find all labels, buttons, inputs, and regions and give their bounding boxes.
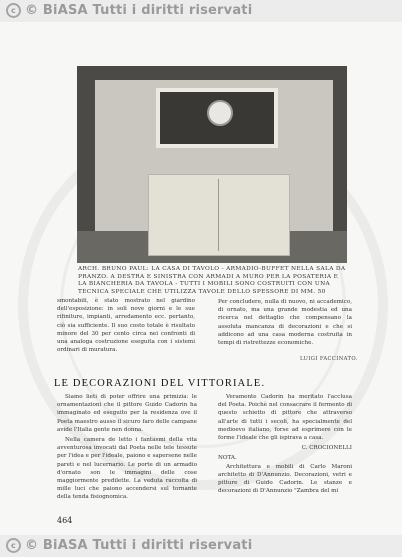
watermark-text: © BiASA Tutti i diritti riservati <box>25 538 253 553</box>
signature-faccinato: LUIGI FACCINATO. <box>300 356 358 362</box>
article-column-b <box>218 298 352 347</box>
watermark-top <box>0 0 402 22</box>
dining-room-photo <box>77 66 347 263</box>
page-number: 464 <box>57 516 73 525</box>
watermark-text: © BiASA Tutti i diritti riservati <box>25 3 253 18</box>
copyright-icon: c <box>6 3 21 18</box>
section-heading: LE DECORAZIONI DEL VITTORIALE. <box>54 378 266 389</box>
photo-caption: ARCH. BRUNO PAUL: LA CASA DI TAVOLO - ARMADIO-BUFFET NELLA SALA DA PRANZO. A DESTRA E SINISTRA CON ARMADI A MURO PER LA POSATERIA E LA BIANCHERIA DA TAVOLA - TUTTI I MOBILI SONO COSTRUITI CON UNA TECNICA SPECIALE CHE UTILIZZA TAVOLE DELLO SPESSORE DI MM. 50 <box>78 266 346 295</box>
paragraph: Nella camera de letto i fantasmi della vita avventurosa invocati dal Poeta nelle tele tessute per l'idea e per l'ideale, paiono e sapersene nelle pareti e nel lucernario. Le porte di un armadio d'ornato son le immagini delle cose maggiormente predilette. La veduta raccolta di mille luci che paiono accendersi sul tornante della tenda fisiognomica. <box>57 437 197 501</box>
article-column-b-text: Per concludere, nulla di nuovo, ni accademico, di ornato, ma una grande modestia ed una ricerca nel dettaglio che compensano la assoluta mancanza di decorazioni e che si addicono ad una casa moderna costruita in tempi di ristrettezze economiche. <box>218 299 352 347</box>
paragraph: Veramente Cadorin ha meritato l'acclusa del Poeta. Poichè nel consacrare il fermento di questo schietto di pittore che attraverso all'arte di tutti i secoli, ha specialmente del medioevo italiano, forse ad esprimere con le forme l'ideale che gli ispirava a casa. <box>218 394 352 442</box>
photo-hutch <box>156 88 278 148</box>
article-column-c <box>57 393 197 504</box>
photo-plate <box>207 100 233 126</box>
nota-text: Architettura e mobili di Carlo Maroni architetto di D'Annunzio. Decorazioni, vetri e pitture di Guido Cadorin. Le stanze e decorazioni di D'Annunzio "Zambra del mi <box>218 463 352 495</box>
paragraph: Siamo lieti di poter offrire una primizia: le ornamentazioni che il pittore Guido Cadorin ha immaginato ed eseguito per la residenza ove il Poeta maestro ausso il sicuro faro delle campane avide l'Italia gente nen donna. <box>57 394 197 433</box>
article-column-a: smontabili, è stato mostrato nel giardino dell'esposizione: in soli nove giorni e le sue rifiniture, impianti, arredamento ecc. pertanto, ciò sia sufficiente. Il suo costo totale è risultato minore del 30 per cento circa nei confronti di una analoga costruzione eseguita con i sistemi ordinari di muratura. <box>57 298 195 354</box>
copyright-icon: c <box>6 538 21 553</box>
nota-label: NOTA. <box>218 455 237 462</box>
photo-buffet <box>148 174 290 256</box>
article-column-d <box>218 393 352 497</box>
watermark-bottom <box>0 535 402 557</box>
signature-crocionelli: C. CROCIONELLI <box>301 445 352 452</box>
